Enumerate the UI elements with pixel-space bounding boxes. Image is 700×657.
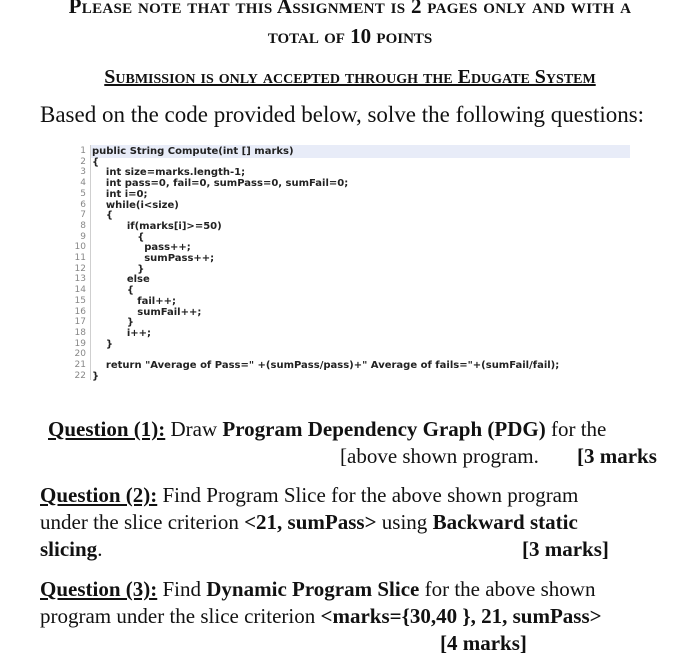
code-line-text: } (92, 317, 134, 329)
question-2-line2 (40, 509, 664, 536)
code-line-text: int pass=0, fail=0, sumPass=0, sumFail=0; (92, 178, 349, 190)
q1-text-d: [above shown program. (340, 444, 539, 468)
q1-marks: [3 marks (577, 444, 657, 468)
q1-text-a: Draw (165, 417, 223, 441)
q2-text-b: under the slice criterion (40, 510, 245, 534)
code-line-number: 11 (74, 253, 86, 263)
code-line-number: 7 (80, 210, 86, 221)
assignment-note-line2: total of 10 points (267, 24, 433, 48)
code-line-text: pass++; (92, 242, 191, 254)
code-block (70, 142, 635, 382)
code-line-text: { (92, 210, 114, 222)
q2-marks: [3 marks] (522, 537, 609, 561)
q2-text-e: Backward static (432, 510, 578, 534)
code-line-number: 2 (80, 156, 86, 167)
q2-text-c: <21, sumPass> (244, 510, 377, 534)
q3-text-c: for the above shown (419, 577, 596, 601)
code-line-number: 3 (80, 167, 86, 178)
code-line-number: 19 (74, 338, 86, 349)
q3-text-e: <marks={30,40 }, 21, sumPass> (320, 604, 602, 628)
code-line-text: } (92, 370, 100, 382)
q3-text-d: program under the slice criterion (40, 604, 321, 628)
q3-text-a: Find (157, 577, 207, 601)
code-line-number: 8 (80, 220, 86, 231)
q2-text-g: . (97, 537, 103, 561)
code-line-number: 15 (74, 295, 86, 306)
code-line-number: 18 (74, 327, 86, 338)
question-3-heading: Question (3): (40, 577, 158, 601)
q3-marks: [4 marks] (440, 631, 527, 655)
q2-text-d: using (376, 510, 433, 534)
code-line-text: int size=marks.length-1; (92, 167, 246, 179)
q1-text-b: Program Dependency Graph (PDG) (222, 417, 546, 441)
code-line-number: 6 (80, 199, 86, 210)
q3-text-b: Dynamic Program Slice (206, 577, 420, 601)
code-line-number: 17 (74, 317, 86, 328)
code-line-text: while(i<size) (92, 199, 179, 211)
question-3-line2 (40, 603, 664, 630)
assignment-note-line1: Please note that this Assignment is 2 pages only and with a (68, 0, 632, 18)
code-line-text: } (92, 263, 145, 275)
code-line-number: 4 (80, 178, 86, 189)
code-line-text: sumPass++; (92, 253, 215, 264)
code-line-text: public String Compute(int [] marks) (92, 146, 294, 157)
question-1-heading: Question (1): (48, 417, 166, 441)
code-line-number: 9 (80, 231, 86, 242)
question-2-heading: Question (2): (40, 483, 158, 507)
code-line-number: 21 (74, 360, 86, 370)
question-2-line1 (40, 482, 664, 509)
code-line-number: 10 (74, 242, 86, 253)
question-2-marks (522, 536, 609, 563)
q2-text-a: Find Program Slice for the above shown program (157, 483, 579, 507)
question-3-line1 (40, 576, 664, 603)
code-line-text: else (92, 274, 150, 286)
gutter-line (90, 145, 91, 380)
intro-text: Based on the code provided below, solve the following questions: (40, 102, 645, 127)
question-2-line3 (40, 536, 102, 563)
code-line-number: 5 (80, 188, 86, 199)
code-line-number: 20 (74, 349, 86, 360)
code-line-text: { (92, 285, 134, 297)
code-line-text: i++; (92, 327, 151, 339)
code-line-text: sumFail++; (92, 306, 202, 318)
question-1-marks (577, 443, 657, 470)
question-1-line2 (340, 443, 539, 470)
q1-text-c: for the (545, 417, 607, 441)
code-line-number: 14 (74, 285, 86, 296)
code-line-text: { (92, 231, 145, 243)
code-line-text: fail++; (92, 295, 176, 307)
question-1-line1 (48, 416, 606, 443)
code-line-text: if(marks[i]>=50) (92, 220, 222, 232)
code-line-number: 13 (74, 274, 86, 285)
code-line-number: 1 (80, 146, 86, 156)
q2-text-f: slicing (40, 537, 98, 561)
code-line-number: 22 (74, 370, 86, 381)
code-line-text: return "Average of Pass=" +(sumPass/pass)+" Average of fails="+(sumFail/fail); (92, 360, 560, 371)
code-line-text: int i=0; (92, 188, 148, 200)
code-line-text: { (92, 156, 100, 168)
submission-note: Submission is only accepted through the Edugate System (104, 66, 596, 88)
code-line-number: 12 (74, 263, 86, 274)
question-3-marks (440, 630, 527, 657)
code-line-text: } (92, 338, 114, 350)
code-line-number: 16 (74, 306, 86, 317)
